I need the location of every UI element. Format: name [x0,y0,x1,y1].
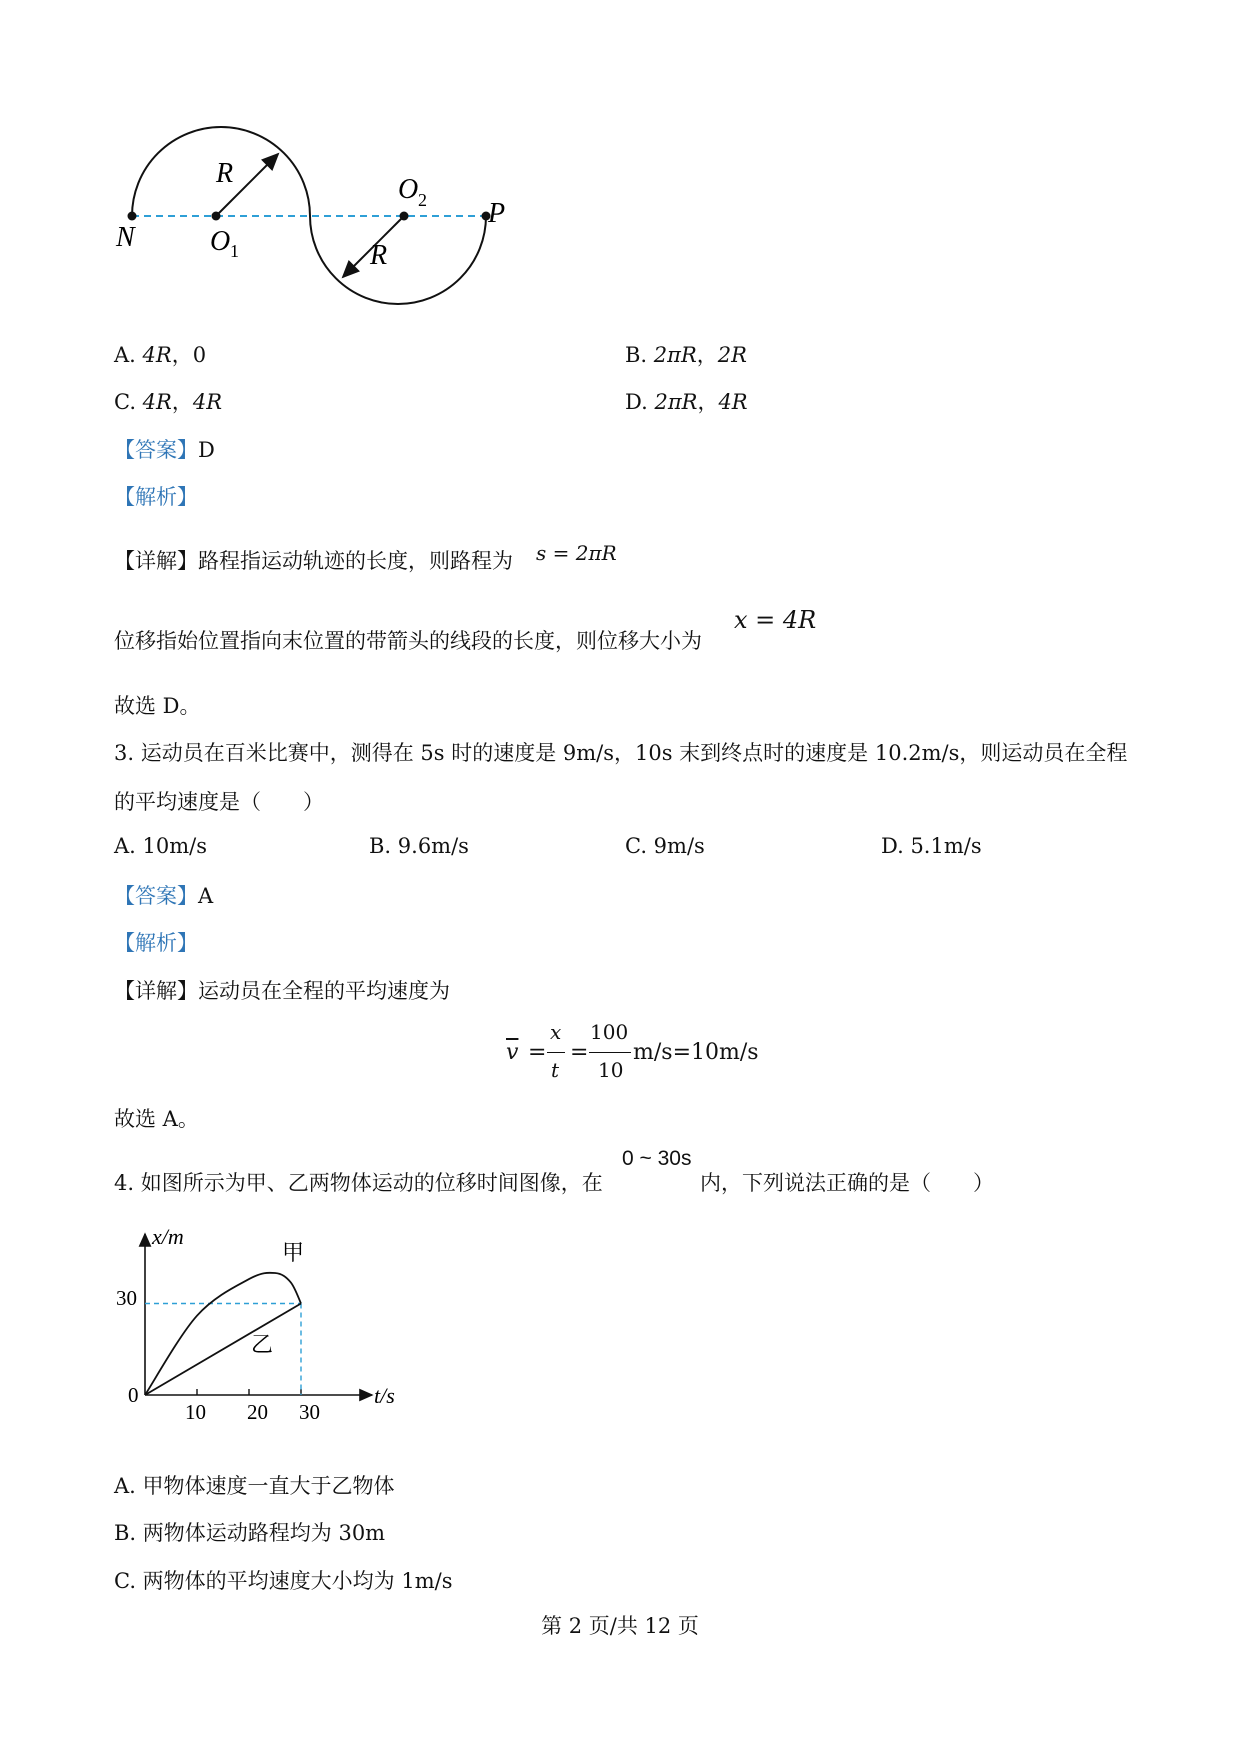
option-letter: D. [625,390,655,414]
q2-detail-line [114,545,513,575]
q2-displacement-line: 位移指始位置指向末位置的带箭头的线段的长度，则位移大小为 [114,629,702,653]
q4-stem [114,1167,603,1197]
q2-displacement-formula: x = 4R [734,606,817,634]
q2-analysis-label: 【解析】 [114,485,198,509]
y-axis-label: x/m [152,1224,184,1249]
detail-label: 【详解】 [114,549,198,573]
formula-equals-1: = [528,1040,547,1065]
series-jia-curve [145,1273,301,1395]
x-tick-label-20: 20 [247,1400,268,1424]
option-value-2: 4R [718,390,748,414]
option-letter: C. [114,390,143,414]
q3-option-d[interactable]: D. 5.1m/s [881,834,982,858]
formula-fraction-2-den: 10 [598,1058,624,1082]
series-jia-label: 甲 [282,1240,305,1265]
q2-option-c[interactable] [114,386,222,416]
option-separator: ， [697,390,719,414]
q2-path-formula: s = 2πR [536,541,617,565]
option-value-2: 4R [192,390,223,414]
label-r-lower: R [370,240,388,271]
option-separator: ， [171,343,193,367]
q3-stem-line1: 3. 运动员在百米比赛中，测得在 5s 时的速度是 9m/s，10s 末到终点时的速度是 10.2m/s，则运动员在全程 [114,741,1128,765]
q3-stem-line2: 的平均速度是（ ） [114,790,324,814]
q2-option-d[interactable] [625,386,748,416]
formula-tail: m/s=10m/s [633,1040,759,1065]
answer-value: A [198,884,214,908]
answer-value: D [198,438,215,462]
x-tick-label-30: 30 [299,1400,320,1424]
q3-detail-line [114,975,450,1005]
label-r-upper: R [216,158,234,189]
origin-label: 0 [128,1383,139,1407]
label-o2: O [398,174,419,205]
q4-option-c[interactable]: C. 两物体的平均速度大小均为 1m/s [114,1569,453,1593]
x-axis-label: t/s [374,1383,395,1408]
point-n-dot [128,212,137,221]
x-tick-label-10: 10 [185,1400,206,1424]
q3-answer [114,880,213,910]
label-o1-subscript: 1 [230,241,239,261]
point-o2-dot [400,212,409,221]
q3-option-c[interactable]: C. 9m/s [625,834,705,858]
series-yi-line [145,1304,301,1396]
y-tick-label-30: 30 [116,1286,137,1310]
formula-fraction-2-num: 100 [590,1020,629,1044]
answer-label: 【答案】 [114,884,198,908]
answer-label: 【答案】 [114,438,198,462]
option-value-1: 4R [142,390,172,414]
formula-fraction-2-bar [589,1052,631,1053]
label-n: N [116,222,135,253]
q2-option-b[interactable] [625,339,747,369]
formula-fraction-1-den: t [551,1058,560,1082]
option-letter: B. [625,343,654,367]
position-time-graph [108,1222,408,1437]
option-value-2: 0 [192,343,207,367]
page-footer: 第 2 页/共 12 页 [541,1614,699,1638]
q3-conclusion: 故选 A。 [114,1107,199,1131]
point-o1-dot [212,212,221,221]
formula-fraction-1-num: x [550,1020,562,1044]
q4-stem-range: 0 ~ 30s [622,1147,692,1170]
option-separator: ， [696,343,718,367]
detail-text: 路程指运动轨迹的长度，则路程为 [198,549,513,573]
option-separator: ， [171,390,193,414]
q4-stem-pre: 4. 如图所示为甲、乙两物体运动的位移时间图像，在 [114,1171,603,1195]
q2-conclusion: 故选 D。 [114,694,201,718]
option-value-1: 4R [142,343,172,367]
option-value-1: 2πR [653,343,697,367]
q3-analysis-label: 【解析】 [114,931,198,955]
formula-v-bar: $\overline{v}$ [506,1040,519,1065]
option-value-1: 2πR [654,390,698,414]
detail-label: 【详解】 [114,979,198,1003]
q2-option-a[interactable] [114,339,206,369]
semicircle-path-figure [100,120,540,320]
option-value-2: 2R [717,343,747,367]
q4-stem-post: 内，下列说法正确的是（ ） [700,1171,994,1195]
detail-text: 运动员在全程的平均速度为 [198,979,450,1003]
lower-semicircle [310,216,486,304]
x-tick-group [197,1389,301,1395]
formula-fraction-1-bar [547,1052,565,1053]
q4-option-a[interactable]: A. 甲物体速度一直大于乙物体 [114,1474,395,1498]
series-yi-label: 乙 [251,1332,274,1357]
option-letter: A. [114,343,143,367]
q4-option-b[interactable]: B. 两物体运动路程均为 30m [114,1521,386,1545]
q3-average-velocity-formula [504,1020,764,1084]
label-o2-subscript: 2 [418,190,427,210]
formula-equals-2: = [570,1040,589,1065]
label-o1: O [210,226,231,257]
q3-option-a[interactable]: A. 10m/s [114,834,208,858]
q2-answer [114,434,215,464]
label-p: P [488,198,506,229]
q3-option-b[interactable]: B. 9.6m/s [369,834,469,858]
